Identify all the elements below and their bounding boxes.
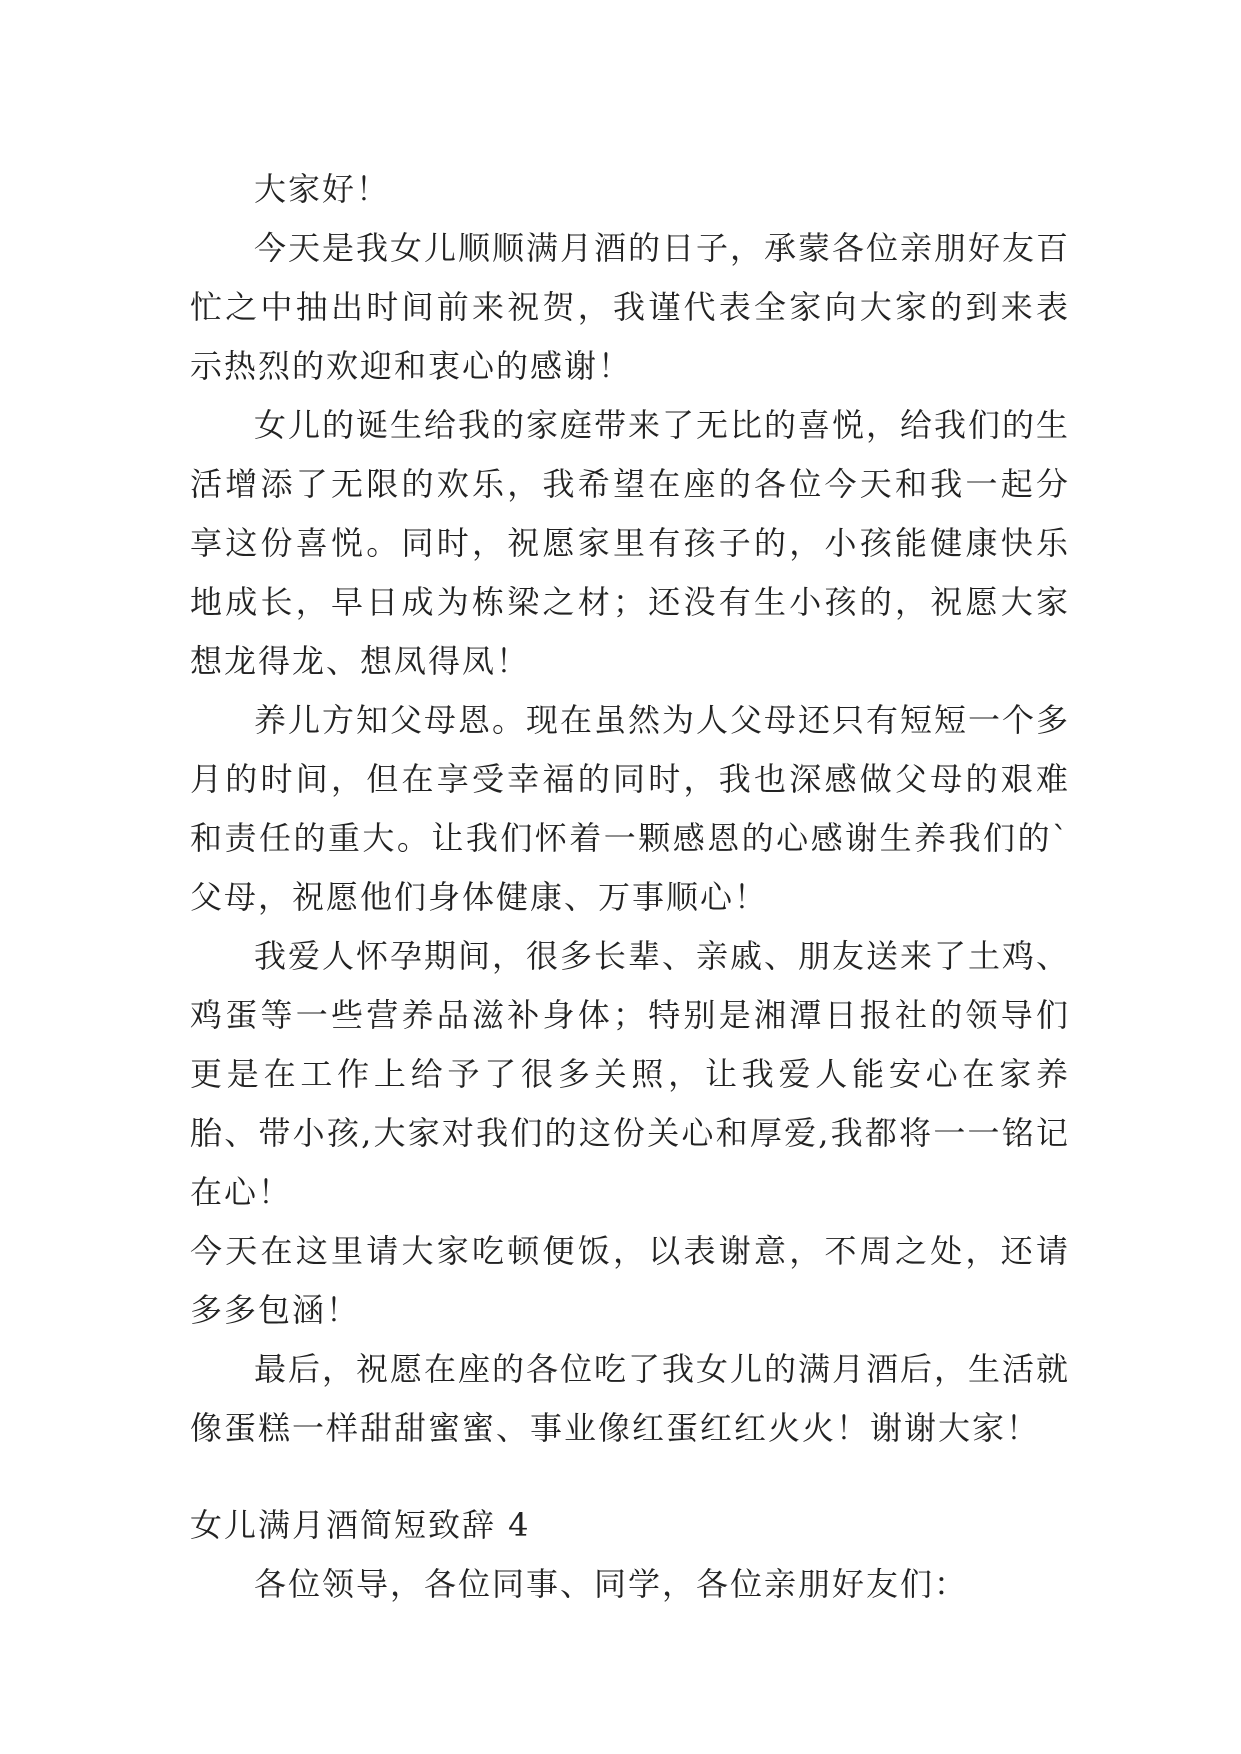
parents-paragraph: 养儿方知父母恩。现在虽然为人父母还只有短短一个多月的时间，但在享受幸福的同时，我也深感做父母的艰难和责任的重大。让我们怀着一颗感恩的心感谢生养我们的`父母，祝愿他们身体健康、万事顺心！ (190, 701, 1071, 916)
thanks-paragraph: 我爱人怀孕期间，很多长辈、亲戚、朋友送来了土鸡、鸡蛋等一些营养品滋补身体；特别是湘潭日报社的领导们更是在工作上给予了很多关照，让我爱人能安心在家养胎、带小孩,大家对我们的这份关心和厚爱,我都将一一铭记在心！ (190, 937, 1071, 1211)
meal-paragraph: 今天在这里请大家吃顿便饭，以表谢意，不周之处，还请多多包涵！ (190, 1232, 1070, 1329)
closing-paragraph: 最后，祝愿在座的各位吃了我女儿的满月酒后，生活就像蛋糕一样甜甜蜜蜜、事业像红蛋红红火火！谢谢大家！ (190, 1350, 1071, 1447)
welcome-paragraph: 今天是我女儿顺顺满月酒的日子，承蒙各位亲朋好友百忙之中抽出时间前来祝贺，我谨代表全家向大家的到来表示热烈的欢迎和衷心的感谢！ (190, 229, 1071, 385)
salutation-paragraph: 各位领导，各位同事、同学，各位亲朋好友们： (254, 1565, 969, 1603)
section-title: 女儿满月酒简短致辞 4 (190, 1506, 531, 1544)
joy-paragraph: 女儿的诞生给我的家庭带来了无比的喜悦，给我们的生活增添了无限的欢乐，我希望在座的各位今天和我一起分享这份喜悦。同时，祝愿家里有孩子的，小孩能健康快乐地成长，早日成为栋梁之材；还没有生小孩的，祝愿大家想龙得龙、想凤得凤！ (190, 406, 1071, 680)
document-body (190, 160, 1070, 1614)
greeting-paragraph: 大家好！ (254, 170, 391, 208)
